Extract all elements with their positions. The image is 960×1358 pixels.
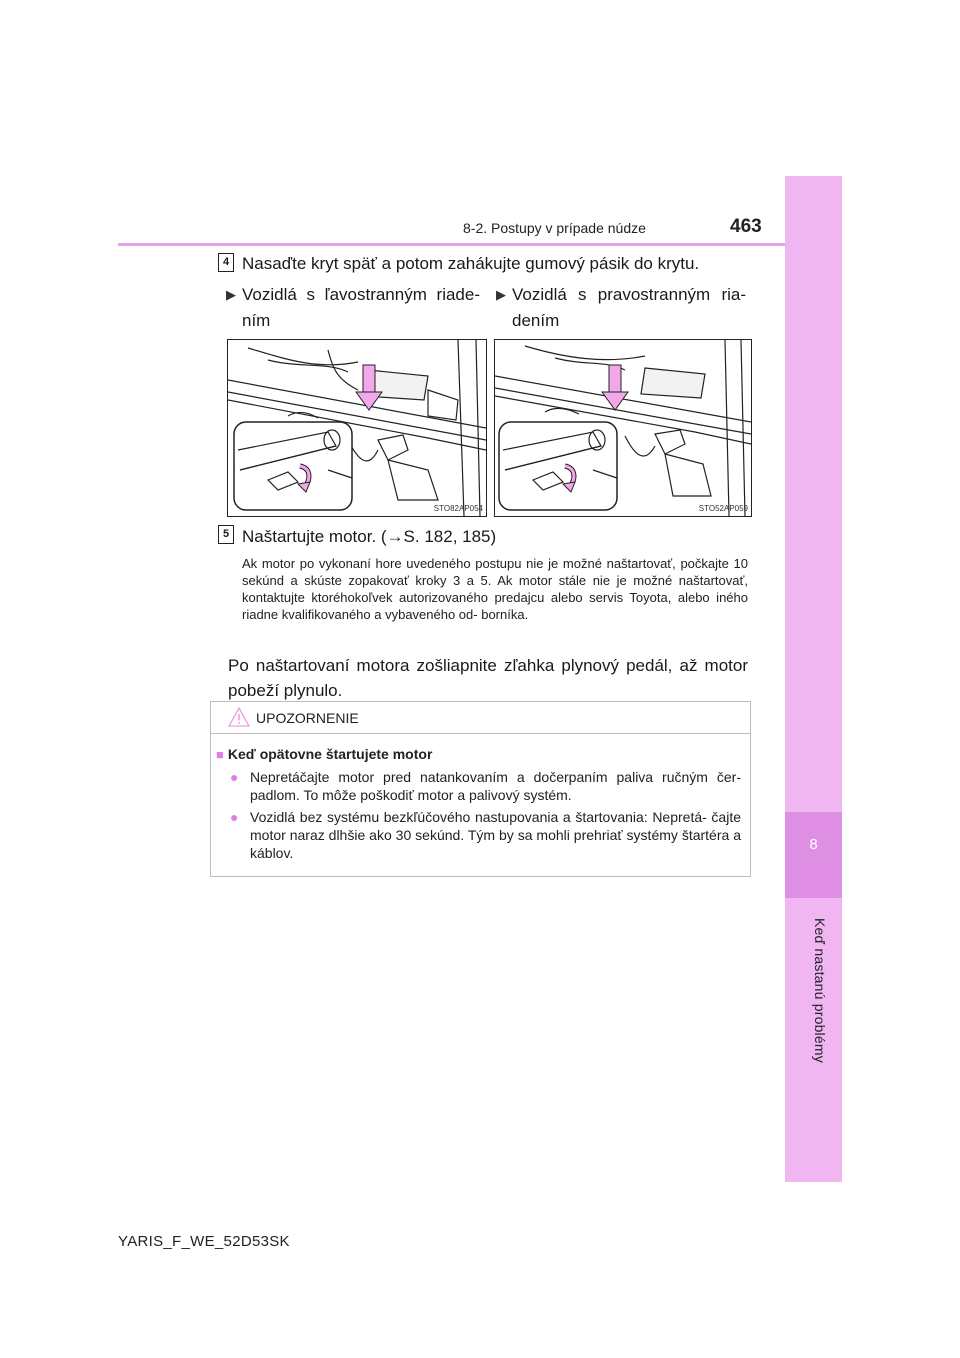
caution-subheading-text: Keď opätovne štartujete motor (227, 746, 433, 762)
document-code: YARIS_F_WE_52D53SK (118, 1233, 290, 1250)
caution-item (230, 808, 741, 862)
engine-bay-illustration (495, 340, 751, 516)
chapter-sidebar (785, 176, 842, 1182)
triangle-right-icon: ▶ (496, 287, 506, 302)
header-rule (118, 243, 785, 246)
chapter-number: 8 (809, 836, 818, 853)
triangle-right-icon: ▶ (226, 287, 236, 302)
step-5-note: Ak motor po vykonaní hore uvedeného postupu nie je možné naštartovať, počkajte 10 sekúnd a skúste zopakovať kroky 3 a 5. Ak motor stále nie je možné naštartovať, kontaktujte ktoréhokoľvek autorizovaného predajcu alebo servis Toyota, alebo iného riadne kvalifikovaného a vybaveného od- borníka. (242, 556, 748, 622)
step-4-text: Nasaďte kryt späť a potom zahákujte gumový pásik do krytu. (242, 254, 700, 273)
figure-rhd-illustration (494, 339, 752, 517)
step-4-box: 4 (218, 253, 234, 272)
caution-title: UPOZORNENIE (256, 710, 359, 726)
engine-bay-illustration (228, 340, 486, 516)
caution-box (210, 701, 751, 877)
variant-rhd (496, 282, 746, 334)
step-5-box: 5 (218, 525, 234, 544)
chapter-title: Keď nastanú problémy (812, 918, 828, 1063)
chapter-number-box (785, 812, 842, 898)
circle-bullet-icon: ● (230, 769, 239, 785)
warning-triangle-icon (228, 707, 250, 727)
caution-item (230, 768, 741, 804)
step-5-text: Naštartujte motor. (→S. 182, 185) (242, 527, 497, 546)
square-bullet-icon: ■ (216, 747, 224, 762)
circle-bullet-icon: ● (230, 809, 239, 825)
body-paragraph: Po naštartovaní motora zošliapnite zľahka plynový pedál, až motor pobeží plynulo. (228, 656, 748, 700)
variant-lhd (226, 282, 480, 334)
variant-lhd-label: Vozidlá s ľavostranným riade- ním (242, 285, 480, 330)
caution-subheading (216, 746, 432, 762)
caution-item-text: Nepretáčajte motor pred natankovaním a dočerpaním paliva ručným čer- padlom. To môže poškodiť motor a palivový systém. (250, 769, 741, 803)
figure-code: STO82AP054 (433, 504, 483, 513)
page-number: 463 (730, 216, 762, 237)
variant-rhd-label: Vozidlá s pravostranným ria- dením (512, 285, 746, 330)
caution-item-text: Vozidlá bez systému bezkľúčového nastupovania a štartovania: Nepretá- čajte motor naraz dlhšie ako 30 sekúnd. Tým by sa mohli prehriať systémy štartéra a káblov. (250, 809, 741, 861)
figure-lhd-illustration (227, 339, 487, 517)
section-title: 8-2. Postupy v prípade núdze (463, 220, 646, 236)
figure-code: STO52AP059 (698, 504, 748, 513)
caution-header (211, 702, 750, 734)
